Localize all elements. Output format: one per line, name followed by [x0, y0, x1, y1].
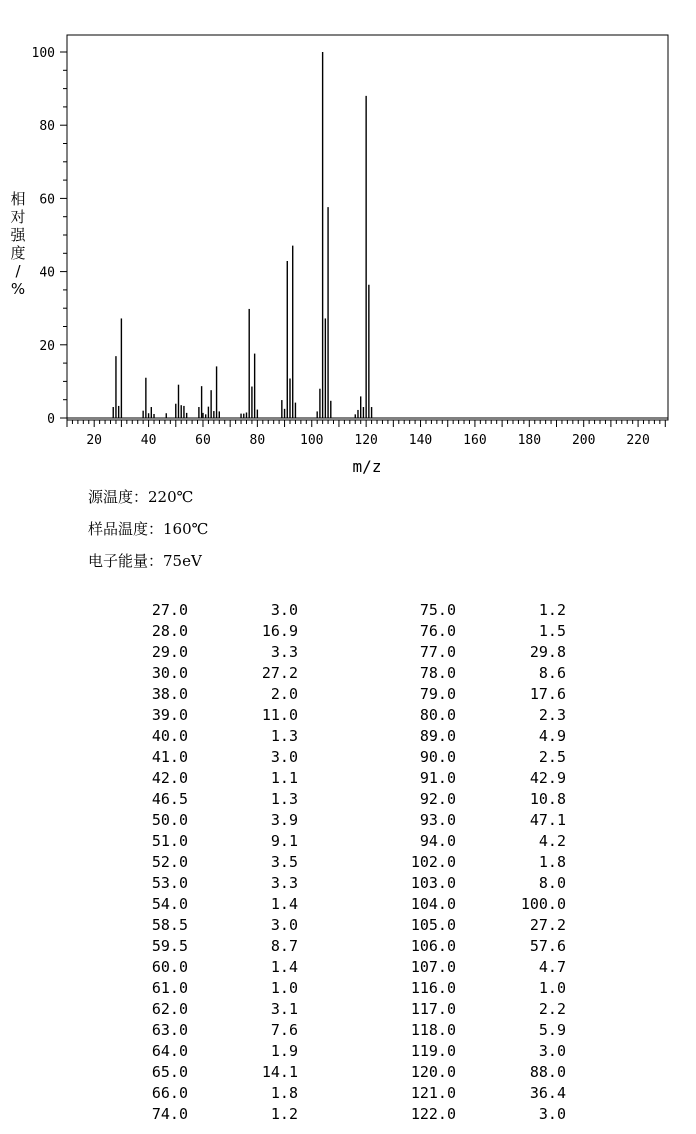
electron-energy: 电子能量：75eV — [88, 552, 202, 570]
intensity-value: 2.2 — [538, 1000, 566, 1018]
x-tick-label: 200 — [571, 433, 596, 448]
mz-value: 116.0 — [410, 979, 456, 997]
mz-value: 117.0 — [410, 1000, 456, 1018]
intensity-value: 11.0 — [261, 706, 298, 724]
mz-value: 46.5 — [151, 790, 188, 808]
y-axis-label-char: 度 — [10, 244, 26, 262]
intensity-value: 14.1 — [261, 1063, 298, 1081]
intensity-value: 1.1 — [270, 769, 298, 787]
intensity-value: 100.0 — [520, 895, 566, 913]
intensity-value: 1.5 — [538, 622, 566, 640]
y-tick-label: 100 — [31, 46, 55, 61]
mz-value: 75.0 — [419, 601, 456, 619]
intensity-value: 2.5 — [538, 748, 566, 766]
mz-value: 122.0 — [410, 1105, 456, 1123]
intensity-value: 10.8 — [529, 790, 566, 808]
mz-value: 27.0 — [151, 601, 188, 619]
mz-value: 64.0 — [151, 1042, 188, 1060]
mz-value: 120.0 — [410, 1063, 456, 1081]
source-temperature: 源温度：220℃ — [88, 488, 194, 506]
mass-spectrum-chart — [0, 0, 696, 480]
mz-value: 107.0 — [410, 958, 456, 976]
mz-value: 66.0 — [151, 1084, 188, 1102]
intensity-value: 88.0 — [529, 1063, 566, 1081]
mz-value: 28.0 — [151, 622, 188, 640]
mz-value: 38.0 — [151, 685, 188, 703]
intensity-value: 1.3 — [270, 727, 298, 745]
intensity-value: 8.0 — [538, 874, 566, 892]
intensity-value: 3.0 — [538, 1105, 566, 1123]
intensity-value: 47.1 — [529, 811, 566, 829]
intensity-value: 27.2 — [529, 916, 566, 934]
intensity-value: 36.4 — [529, 1084, 566, 1102]
x-axis-label: m/z — [352, 457, 382, 476]
mz-value: 39.0 — [151, 706, 188, 724]
x-tick-label: 160 — [463, 433, 487, 448]
intensity-value: 8.7 — [270, 937, 298, 955]
intensity-value: 3.5 — [270, 853, 298, 871]
mz-value: 40.0 — [151, 727, 188, 745]
y-axis — [32, 46, 67, 427]
intensity-value: 1.9 — [270, 1042, 298, 1060]
mz-value: 118.0 — [410, 1021, 456, 1039]
mz-value: 102.0 — [410, 853, 456, 871]
mz-value: 105.0 — [410, 916, 456, 934]
x-tick-label: 140 — [408, 433, 433, 448]
intensity-value: 3.9 — [270, 811, 298, 829]
mz-value: 62.0 — [151, 1000, 188, 1018]
mz-value: 50.0 — [151, 811, 188, 829]
mz-value: 53.0 — [151, 874, 188, 892]
mz-value: 79.0 — [419, 685, 456, 703]
mz-value: 30.0 — [151, 664, 188, 682]
x-tick-label: 220 — [626, 433, 650, 448]
y-axis-label — [8, 190, 28, 298]
sample-temperature: 样品温度：160℃ — [88, 520, 209, 538]
x-tick-label: 60 — [195, 433, 211, 448]
intensity-value: 1.3 — [270, 790, 298, 808]
y-tick-label: 60 — [39, 192, 55, 208]
mz-value: 51.0 — [151, 832, 188, 850]
mz-value: 91.0 — [419, 769, 456, 787]
x-tick-label: 80 — [249, 433, 266, 448]
mz-value: 58.5 — [151, 916, 188, 934]
intensity-value: 1.8 — [538, 853, 566, 871]
mz-value: 42.0 — [151, 769, 188, 787]
y-axis-label-char: / — [15, 262, 21, 280]
y-tick-label: 20 — [39, 338, 55, 354]
mz-value: 89.0 — [419, 727, 456, 745]
x-tick-label: 180 — [517, 433, 542, 448]
intensity-value: 1.2 — [538, 601, 566, 619]
mz-value: 61.0 — [151, 979, 188, 997]
intensity-value: 3.0 — [270, 916, 298, 934]
intensity-value: 1.4 — [270, 958, 298, 976]
mz-value: 76.0 — [419, 622, 456, 640]
mz-value: 93.0 — [419, 811, 456, 829]
mz-value: 121.0 — [410, 1084, 456, 1102]
intensity-value: 9.1 — [270, 832, 298, 850]
y-axis-label-char: 对 — [10, 208, 26, 226]
mz-value: 74.0 — [151, 1105, 188, 1123]
intensity-value: 4.2 — [538, 832, 566, 850]
intensity-value: 8.6 — [538, 664, 566, 682]
intensity-value: 5.9 — [538, 1021, 566, 1039]
mz-value: 106.0 — [410, 937, 456, 955]
intensity-value: 3.0 — [538, 1042, 566, 1060]
intensity-value: 17.6 — [529, 685, 566, 703]
intensity-value: 27.2 — [261, 664, 298, 682]
intensity-value: 3.0 — [270, 601, 298, 619]
intensity-value: 16.9 — [261, 622, 298, 640]
spectrum-bars — [113, 52, 371, 418]
y-axis-label-char: % — [10, 280, 26, 298]
mz-value: 119.0 — [410, 1042, 456, 1060]
intensity-value: 3.1 — [270, 1000, 298, 1018]
mz-value: 54.0 — [151, 895, 188, 913]
mz-value: 77.0 — [419, 643, 456, 661]
mz-value: 41.0 — [151, 748, 188, 766]
intensity-value: 42.9 — [529, 769, 566, 787]
mz-value: 78.0 — [419, 664, 456, 682]
mz-value: 60.0 — [151, 958, 188, 976]
plot-frame — [67, 35, 668, 420]
intensity-value: 1.0 — [538, 979, 566, 997]
mz-value: 63.0 — [151, 1021, 188, 1039]
intensity-value: 4.7 — [538, 958, 566, 976]
mz-value: 80.0 — [419, 706, 456, 724]
intensity-value: 3.3 — [270, 874, 298, 892]
intensity-value: 1.2 — [270, 1105, 298, 1123]
y-tick-label: 80 — [39, 119, 55, 135]
intensity-value: 1.8 — [270, 1084, 298, 1102]
intensity-value: 1.0 — [270, 979, 298, 997]
intensity-value: 2.0 — [270, 685, 298, 703]
x-tick-label: 20 — [86, 433, 103, 448]
mz-value: 59.5 — [151, 937, 188, 955]
y-tick-label: 0 — [47, 412, 55, 427]
intensity-value: 3.0 — [270, 748, 298, 766]
mz-value: 92.0 — [419, 790, 456, 808]
x-tick-label: 120 — [354, 433, 378, 448]
mz-value: 29.0 — [151, 643, 188, 661]
intensity-value: 3.3 — [270, 643, 298, 661]
intensity-value: 2.3 — [538, 706, 566, 724]
mz-value: 52.0 — [151, 853, 188, 871]
x-axis — [67, 418, 668, 448]
x-tick-label: 40 — [140, 433, 157, 448]
mz-value: 94.0 — [419, 832, 456, 850]
y-axis-label-char: 相 — [10, 190, 26, 208]
intensity-value: 4.9 — [538, 727, 566, 745]
mz-value: 65.0 — [151, 1063, 188, 1081]
intensity-value: 29.8 — [529, 643, 566, 661]
intensity-value: 7.6 — [270, 1021, 298, 1039]
y-tick-label: 40 — [39, 265, 55, 281]
mz-value: 104.0 — [410, 895, 456, 913]
mz-value: 90.0 — [419, 748, 456, 766]
intensity-value: 1.4 — [270, 895, 298, 913]
intensity-value: 57.6 — [529, 937, 566, 955]
mz-value: 103.0 — [410, 874, 456, 892]
x-tick-label: 100 — [300, 433, 324, 448]
y-axis-label-char: 强 — [10, 226, 26, 244]
